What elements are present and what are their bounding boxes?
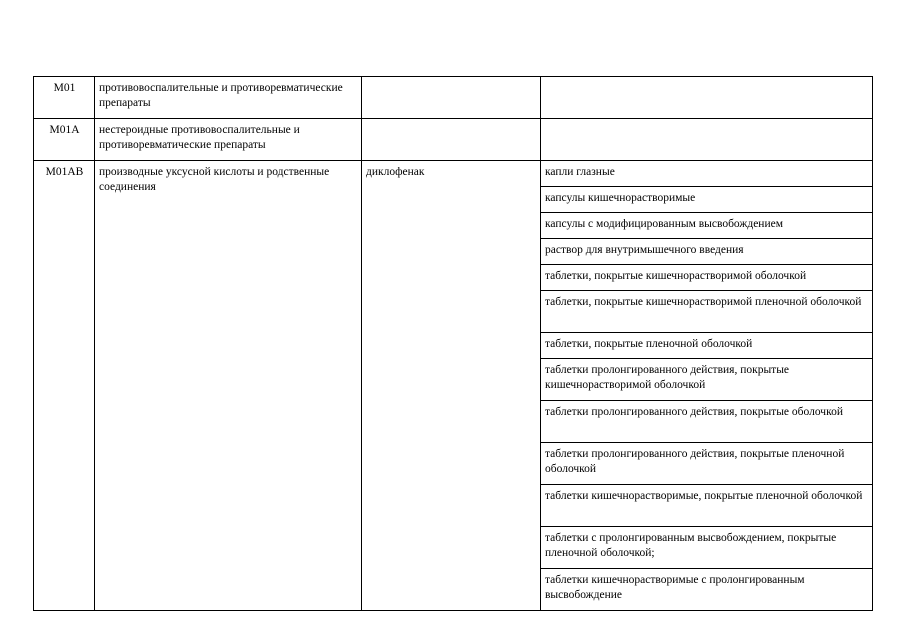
dosage-form-cell: капсулы с модифицированным высвобождением <box>541 213 873 239</box>
dosage-form-cell <box>541 77 873 119</box>
group-name-cell: производные уксусной кислоты и родственные соединения <box>95 161 362 611</box>
table-row <box>34 119 873 161</box>
substance-cell <box>362 77 541 119</box>
dosage-form-cell <box>541 119 873 161</box>
group-name-cell: противовоспалительные и противоревматические препараты <box>95 77 362 119</box>
dosage-form-cell: капли глазные <box>541 161 873 187</box>
dosage-form-cell: таблетки пролонгированного действия, покрытые кишечнорастворимой оболочкой <box>541 359 873 401</box>
atc-code-cell: M01A <box>34 119 95 161</box>
table-row <box>34 161 873 187</box>
dosage-form-cell: раствор для внутримышечного введения <box>541 239 873 265</box>
drug-table <box>33 76 873 611</box>
atc-code-cell: M01 <box>34 77 95 119</box>
dosage-form-cell: таблетки кишечнорастворимые, покрытые пленочной оболочкой <box>541 485 873 527</box>
document-page <box>33 76 872 611</box>
group-name-cell: нестероидные противовоспалительные и противоревматические препараты <box>95 119 362 161</box>
dosage-form-cell: таблетки с пролонгированным высвобождением, покрытые пленочной оболочкой; <box>541 527 873 569</box>
dosage-form-cell: капсулы кишечнорастворимые <box>541 187 873 213</box>
substance-cell <box>362 119 541 161</box>
dosage-form-cell: таблетки, покрытые пленочной оболочкой <box>541 333 873 359</box>
substance-cell: диклофенак <box>362 161 541 611</box>
dosage-form-cell: таблетки, покрытые кишечнорастворимой оболочкой <box>541 265 873 291</box>
dosage-form-cell: таблетки кишечнорастворимые с пролонгированным высвобождение <box>541 569 873 611</box>
dosage-form-cell: таблетки пролонгированного действия, покрытые оболочкой <box>541 401 873 443</box>
dosage-form-cell: таблетки пролонгированного действия, покрытые пленочной оболочкой <box>541 443 873 485</box>
table-row <box>34 77 873 119</box>
dosage-form-cell: таблетки, покрытые кишечнорастворимой пленочной оболочкой <box>541 291 873 333</box>
atc-code-cell: M01AB <box>34 161 95 611</box>
